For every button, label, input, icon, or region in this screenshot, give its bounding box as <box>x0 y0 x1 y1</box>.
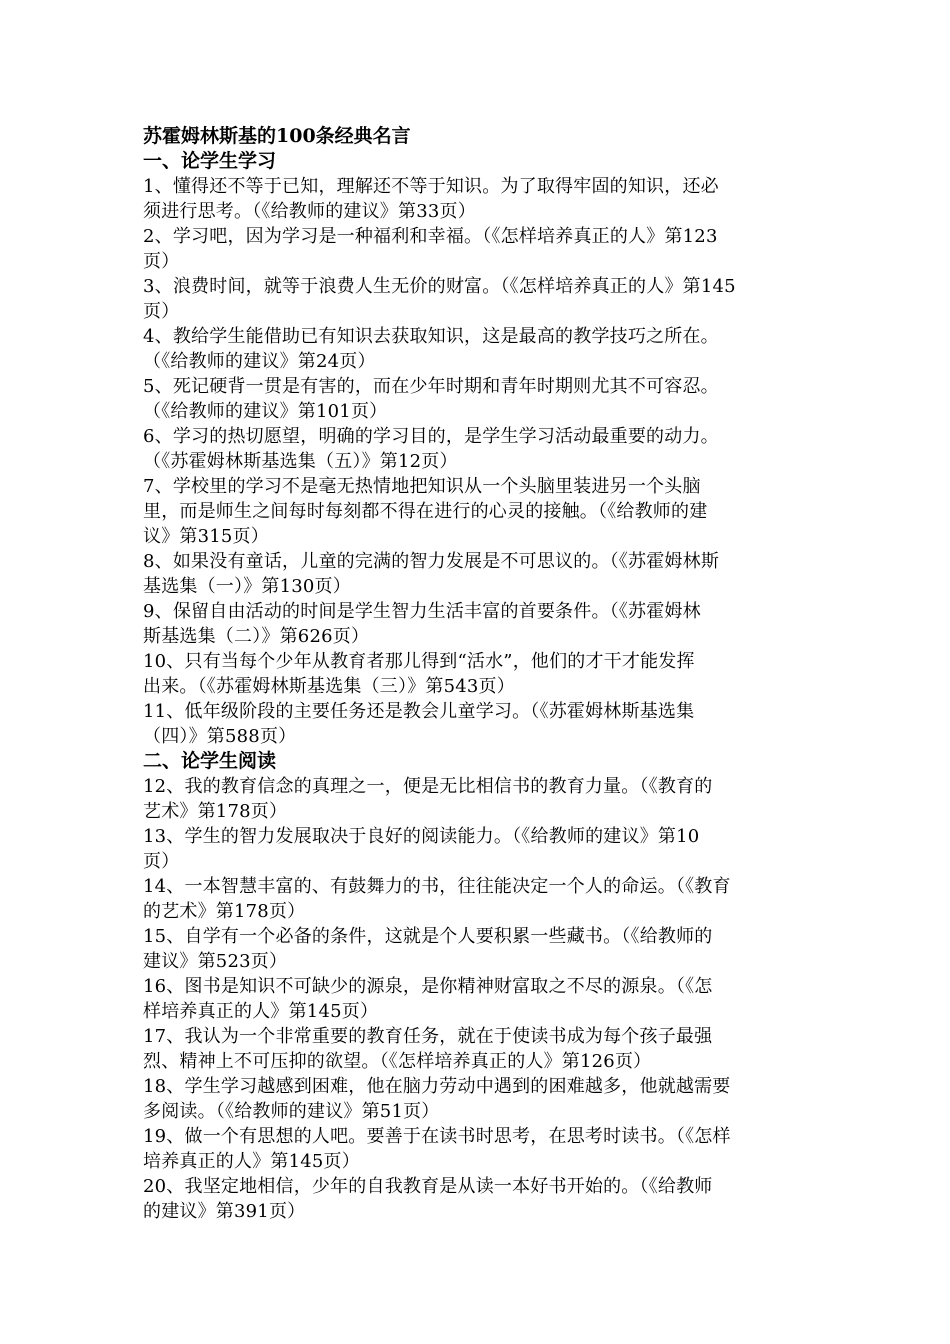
quote-line: 4、教给学生能借助已有知识去获取知识，这是最高的教学技巧之所在。 <box>143 326 719 347</box>
quote-line: 页） <box>143 251 180 272</box>
quote-item <box>143 224 815 274</box>
quote-line: 2、学习吧，因为学习是一种福利和幸福。（《怎样培养真正的人》第123 <box>143 226 718 247</box>
quote-line: 多阅读。（《给教师的建议》第51页） <box>143 1101 440 1122</box>
quote-line: （《给教师的建议》第101页） <box>143 401 388 422</box>
quote-line: 艺术》第178页） <box>143 801 288 822</box>
quote-line: 20、我坚定地相信，少年的自我教育是从读一本好书开始的。（《给教师 <box>143 1176 713 1197</box>
quote-item <box>143 374 815 424</box>
section-heading: 一、论学生学习 <box>143 150 277 172</box>
document-title: 苏霍姆林斯基的100条经典名言 <box>143 125 411 147</box>
quote-line: 16、图书是知识不可缺少的源泉，是你精神财富取之不尽的源泉。（《怎 <box>143 976 713 997</box>
quote-line: 斯基选集（二）》第626页） <box>143 626 370 647</box>
quote-item <box>143 699 815 749</box>
quote-line: 须进行思考。（《给教师的建议》第33页） <box>143 201 476 222</box>
quote-line: （《苏霍姆林斯基选集（五）》第12页） <box>143 451 458 472</box>
quote-line: 7、学校里的学习不是毫无热情地把知识从一个头脑里装进另一个头脑 <box>143 476 701 497</box>
quote-line: 烈、精神上不可压抑的欲望。（《怎样培养真正的人》第126页） <box>143 1051 652 1072</box>
quote-line: 12、我的教育信念的真理之一，便是无比相信书的教育力量。（《教育的 <box>143 776 713 797</box>
quote-line: 14、一本智慧丰富的、有鼓舞力的书，往往能决定一个人的命运。（《教育 <box>143 876 731 897</box>
quote-item <box>143 1024 815 1074</box>
quote-line: 13、学生的智力发展取决于良好的阅读能力。（《给教师的建议》第10 <box>143 826 700 847</box>
quote-line: 18、学生学习越感到困难，他在脑力劳动中遇到的困难越多，他就越需要 <box>143 1076 731 1097</box>
quote-item <box>143 274 815 324</box>
quote-item <box>143 324 815 374</box>
quote-item <box>143 474 815 549</box>
section-heading: 二、论学生阅读 <box>143 750 277 772</box>
quote-line: 8、如果没有童话，儿童的完满的智力发展是不可思议的。（《苏霍姆林斯 <box>143 551 720 572</box>
quote-item <box>143 924 815 974</box>
quote-line: 议》第315页） <box>143 526 269 547</box>
quote-item <box>143 1124 815 1174</box>
quote-line: 建议》第523页） <box>143 951 288 972</box>
quote-item <box>143 1174 815 1224</box>
quote-line: 的艺术》第178页） <box>143 901 306 922</box>
quote-line: 10、只有当每个少年从教育者那儿得到“活水”，他们的才干才能发挥 <box>143 651 695 672</box>
quote-item <box>143 974 815 1024</box>
quote-item <box>143 874 815 924</box>
quote-line: （《给教师的建议》第24页） <box>143 351 376 372</box>
quote-item <box>143 649 815 699</box>
quote-item <box>143 1074 815 1124</box>
quote-line: 样培养真正的人》第145页） <box>143 1001 379 1022</box>
quote-line: 里，而是师生之间每时每刻都不得在进行的心灵的接触。（《给教师的建 <box>143 501 708 522</box>
quote-line: 19、做一个有思想的人吧。要善于在读书时思考，在思考时读书。（《怎样 <box>143 1126 731 1147</box>
quote-line: 出来。（《苏霍姆林斯基选集（三）》第543页） <box>143 676 515 697</box>
quote-line: 基选集（一）》第130页） <box>143 576 351 597</box>
quote-line: 的建议》第391页） <box>143 1201 306 1222</box>
quote-line: 1、懂得还不等于已知，理解还不等于知识。为了取得牢固的知识，还必 <box>143 176 719 197</box>
quote-item <box>143 549 815 599</box>
quote-item <box>143 599 815 649</box>
document-body <box>143 149 815 1224</box>
quote-line: 3、浪费时间，就等于浪费人生无价的财富。（《怎样培养真正的人》第145 <box>143 276 736 297</box>
quote-line: 17、我认为一个非常重要的教育任务，就在于使读书成为每个孩子最强 <box>143 1026 713 1047</box>
quote-item <box>143 824 815 874</box>
quote-line: 页） <box>143 301 180 322</box>
quote-item <box>143 774 815 824</box>
quote-item <box>143 174 815 224</box>
document-page <box>143 124 815 1224</box>
quote-line: （四）》第588页） <box>143 726 297 747</box>
quote-line: 页） <box>143 851 180 872</box>
quote-line: 5、死记硬背一贯是有害的，而在少年时期和青年时期则尤其不可容忍。 <box>143 376 719 397</box>
quote-line: 11、低年级阶段的主要任务还是教会儿童学习。（《苏霍姆林斯基选集 <box>143 701 695 722</box>
quote-line: 6、学习的热切愿望，明确的学习目的，是学生学习活动最重要的动力。 <box>143 426 719 447</box>
quote-item <box>143 424 815 474</box>
quote-line: 9、保留自由活动的时间是学生智力生活丰富的首要条件。（《苏霍姆林 <box>143 601 701 622</box>
quote-line: 15、自学有一个必备的条件，这就是个人要积累一些藏书。（《给教师的 <box>143 926 713 947</box>
quote-line: 培养真正的人》第145页） <box>143 1151 360 1172</box>
